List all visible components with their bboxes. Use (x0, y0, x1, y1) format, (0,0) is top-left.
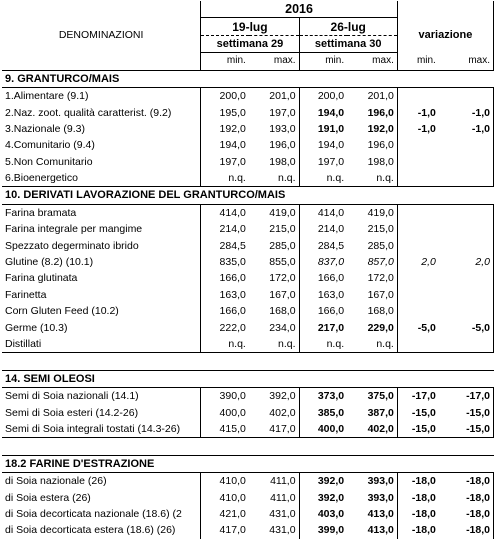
cell-var-max (439, 137, 494, 153)
cell-max-1: 285,0 (249, 237, 299, 253)
cell-max-1: 167,0 (249, 287, 299, 303)
cell-min-1: 414,0 (219, 206, 246, 219)
cell-var-min (397, 221, 439, 237)
cell-var-min: -15,0 (397, 421, 439, 438)
cell-var-min (397, 137, 439, 153)
cell-max-1: 215,0 (249, 221, 299, 237)
cell-max-2: 196,0 (347, 137, 397, 153)
cell-var-max (439, 154, 494, 170)
cell-var-max: -15,0 (439, 404, 494, 420)
table-row (2, 287, 494, 303)
cell-min-2: 399,0 (317, 524, 345, 537)
table-row (2, 404, 494, 420)
cell-min-2: n.q. (299, 170, 347, 187)
max-header: max. (347, 53, 397, 70)
row-label: Farina bramata (2, 204, 201, 221)
cell-var-max (439, 170, 494, 187)
row-label: 5.Non Comunitario (2, 154, 201, 170)
row-label: Glutine (8.2) (10.1) (2, 254, 201, 270)
cell-max-2: n.q. (347, 336, 397, 353)
cell-max-1: 197,0 (249, 104, 299, 120)
row-label: Spezzato degerminato ibrido (2, 237, 201, 253)
table-row (2, 421, 494, 438)
max-header: max. (439, 53, 494, 70)
table-row (2, 204, 494, 221)
cell-min-2: 217,0 (317, 321, 345, 334)
cell-max-2: 168,0 (347, 303, 397, 319)
row-label: Semi di Soia integrali tostati (14.3-26) (2, 421, 201, 438)
cell-min-2: 194,0 (317, 106, 345, 119)
cell-min-2: 163,0 (317, 288, 345, 301)
cell-max-2: 196,0 (347, 104, 397, 120)
cell-var-min (397, 287, 439, 303)
row-label: di Soia nazionale (26) (2, 472, 201, 489)
cell-var-min: -18,0 (411, 524, 436, 537)
year-header: 2016 (201, 1, 398, 18)
denominazioni-header: DENOMINAZIONI (2, 18, 201, 53)
cell-min-2: 200,0 (317, 90, 345, 103)
cell-min-2: n.q. (299, 336, 347, 353)
cell-min-1: 835,0 (219, 256, 246, 269)
section-title: 9. GRANTURCO/MAIS (2, 70, 494, 87)
cell-max-1: 168,0 (249, 303, 299, 319)
cell-max-1: 198,0 (249, 154, 299, 170)
cell-max-1: 172,0 (249, 270, 299, 286)
cell-min-1: 390,0 (219, 390, 246, 403)
cell-max-1: n.q. (249, 170, 299, 187)
cell-max-2: n.q. (347, 170, 397, 187)
cell-max-1: 431,0 (249, 506, 299, 522)
table-row (2, 319, 494, 335)
cell-var-max (439, 303, 494, 319)
table-row (2, 336, 494, 353)
cell-max-2: 393,0 (347, 472, 397, 489)
section-title-row (2, 70, 494, 87)
row-label: Farina integrale per mangime (2, 221, 201, 237)
row-label: Semi di Soia nazionali (14.1) (2, 387, 201, 404)
table-row (2, 303, 494, 319)
table-row (2, 87, 494, 104)
cell-min-1: 421,0 (219, 507, 246, 520)
row-label: Farinetta (2, 287, 201, 303)
cell-var-min: -18,0 (411, 491, 436, 504)
table-row (2, 137, 494, 153)
cell-var-max: -18,0 (439, 522, 494, 538)
cell-var-min: -1,0 (417, 106, 436, 119)
cell-var-max (439, 287, 494, 303)
table-row (2, 270, 494, 286)
cell-var-max (439, 221, 494, 237)
row-label: Farina glutinata (2, 270, 201, 286)
cell-max-1: 201,0 (249, 87, 299, 104)
cell-min-1: 166,0 (219, 272, 246, 285)
price-table (2, 1, 494, 539)
cell-max-2: 201,0 (347, 87, 397, 104)
cell-var-min: 2,0 (421, 256, 436, 269)
table-row (2, 489, 494, 505)
cell-var-min: -15,0 (411, 406, 436, 419)
table-row (2, 170, 494, 187)
cell-max-1: 411,0 (249, 472, 299, 489)
table-row (2, 221, 494, 237)
cell-var-min: -5,0 (417, 321, 436, 334)
cell-var-max (439, 270, 494, 286)
header-row-minmax (2, 53, 494, 70)
section-title: 14. SEMI OLEOSI (2, 370, 494, 387)
table-row (2, 104, 494, 120)
cell-max-1: 193,0 (249, 121, 299, 137)
section-title: 10. DERIVATI LAVORAZIONE DEL GRANTURCO/MAIS (2, 187, 494, 204)
cell-var-max (439, 336, 494, 353)
table-row (2, 522, 494, 538)
cell-var-min (397, 204, 439, 221)
cell-min-1: 192,0 (219, 122, 246, 135)
cell-max-2: 387,0 (347, 404, 397, 420)
cell-max-1: 419,0 (249, 204, 299, 221)
table-row (2, 472, 494, 489)
row-label: Distillati (2, 336, 201, 353)
min-header: min. (201, 53, 249, 70)
cell-min-1: 410,0 (219, 475, 246, 488)
cell-var-max: -15,0 (439, 421, 494, 438)
cell-min-1: 400,0 (219, 406, 246, 419)
cell-min-2: 373,0 (317, 390, 345, 403)
cell-min-1: 284,5 (219, 239, 246, 252)
cell-max-1: 431,0 (249, 522, 299, 538)
row-label: di Soia decorticata estera (18.6) (26) (2, 522, 201, 538)
cell-max-1: 855,0 (249, 254, 299, 270)
cell-var-max (439, 237, 494, 253)
cell-min-1: 200,0 (219, 90, 246, 103)
cell-var-min: -17,0 (411, 390, 436, 403)
cell-min-2: 197,0 (317, 155, 345, 168)
cell-min-2: 166,0 (317, 305, 345, 318)
cell-min-1: n.q. (201, 170, 249, 187)
cell-max-2: 285,0 (347, 237, 397, 253)
cell-min-1: 415,0 (201, 421, 249, 438)
cell-var-min (397, 303, 439, 319)
cell-min-2: 284,5 (317, 239, 345, 252)
cell-min-2: 191,0 (317, 122, 345, 135)
cell-min-1: 214,0 (219, 223, 246, 236)
max-header: max. (249, 53, 299, 70)
row-label: 1.Alimentare (9.1) (2, 87, 201, 104)
table-row (2, 154, 494, 170)
week1-header: settimana 29 (201, 35, 299, 52)
cell-max-2: 393,0 (347, 489, 397, 505)
cell-max-2: 167,0 (347, 287, 397, 303)
cell-max-2: 402,0 (347, 421, 397, 438)
cell-var-min (397, 336, 439, 353)
cell-min-2: 400,0 (299, 421, 347, 438)
cell-max-2: 198,0 (347, 154, 397, 170)
table-row (2, 506, 494, 522)
variazione-header: variazione (397, 18, 493, 53)
cell-min-1: 410,0 (219, 491, 246, 504)
cell-max-1: 417,0 (249, 421, 299, 438)
cell-var-max (439, 87, 494, 104)
row-label: 4.Comunitario (9.4) (2, 137, 201, 153)
row-label: 3.Nazionale (9.3) (2, 121, 201, 137)
section-title-row (2, 455, 494, 472)
date2-header: 26-lug (299, 18, 397, 35)
section-title-row (2, 187, 494, 204)
cell-max-1: 402,0 (249, 404, 299, 420)
cell-var-min (397, 270, 439, 286)
table-row (2, 254, 494, 270)
cell-min-1: 163,0 (219, 288, 246, 301)
row-label: Germe (10.3) (2, 319, 201, 335)
cell-var-max (439, 204, 494, 221)
cell-max-2: 172,0 (347, 270, 397, 286)
cell-min-2: 837,0 (317, 256, 345, 269)
cell-var-min (397, 170, 439, 187)
cell-min-1: 417,0 (219, 524, 246, 537)
cell-var-min (397, 87, 439, 104)
cell-max-2: 419,0 (347, 204, 397, 221)
header-row-year (2, 1, 494, 18)
cell-min-2: 385,0 (317, 406, 345, 419)
cell-min-2: 166,0 (317, 272, 345, 285)
cell-min-1: 194,0 (219, 139, 246, 152)
cell-max-2: 413,0 (347, 522, 397, 538)
cell-max-1: 196,0 (249, 137, 299, 153)
section-title: 18.2 FARINE D'ESTRAZIONE (2, 455, 494, 472)
section-title-row (2, 370, 494, 387)
row-label: di Soia estera (26) (2, 489, 201, 505)
cell-var-min (397, 154, 439, 170)
row-label: 6.Bioenergetico (2, 170, 201, 187)
cell-var-max: -1,0 (439, 121, 494, 137)
cell-min-2: 392,0 (317, 491, 345, 504)
row-label: di Soia decorticata nazionale (18.6) (2 (2, 506, 201, 522)
cell-var-max: -18,0 (439, 489, 494, 505)
cell-var-max: -17,0 (439, 387, 494, 404)
cell-var-max: -18,0 (439, 506, 494, 522)
cell-min-2: 403,0 (317, 507, 345, 520)
cell-var-max: -18,0 (439, 472, 494, 489)
cell-min-2: 414,0 (317, 206, 345, 219)
cell-max-1: 392,0 (249, 387, 299, 404)
cell-max-2: 857,0 (347, 254, 397, 270)
cell-var-max: -1,0 (439, 104, 494, 120)
cell-min-2: 194,0 (317, 139, 345, 152)
table-row (2, 387, 494, 404)
row-label: 2.Naz. zoot. qualità caratterist. (9.2) (2, 104, 201, 120)
cell-min-2: 392,0 (317, 475, 345, 488)
date1-header: 19-lug (201, 18, 299, 35)
cell-max-2: 229,0 (347, 319, 397, 335)
table-row (2, 121, 494, 137)
row-label: Semi di Soia esteri (14.2-26) (2, 404, 201, 420)
cell-var-min (397, 237, 439, 253)
cell-var-max: -5,0 (439, 319, 494, 335)
cell-max-2: 192,0 (347, 121, 397, 137)
cell-max-2: 375,0 (347, 387, 397, 404)
min-header: min. (397, 53, 439, 70)
cell-var-max: 2,0 (439, 254, 494, 270)
cell-var-min: -18,0 (411, 507, 436, 520)
cell-var-min: -18,0 (411, 475, 436, 488)
row-label: Corn Gluten Feed (10.2) (2, 303, 201, 319)
cell-max-1: 411,0 (249, 489, 299, 505)
header-row-dates (2, 18, 494, 35)
table-row (2, 237, 494, 253)
week2-header: settimana 30 (299, 35, 397, 52)
cell-max-2: 215,0 (347, 221, 397, 237)
cell-min-2: 214,0 (317, 223, 345, 236)
cell-var-min: -1,0 (417, 122, 436, 135)
cell-min-1: 166,0 (219, 305, 246, 318)
cell-min-1: 195,0 (219, 106, 246, 119)
cell-max-2: 413,0 (347, 506, 397, 522)
cell-max-1: n.q. (249, 336, 299, 353)
min-header: min. (299, 53, 347, 70)
cell-min-1: n.q. (201, 336, 249, 353)
cell-min-1: 197,0 (219, 155, 246, 168)
cell-max-1: 234,0 (249, 319, 299, 335)
cell-min-1: 222,0 (219, 321, 246, 334)
